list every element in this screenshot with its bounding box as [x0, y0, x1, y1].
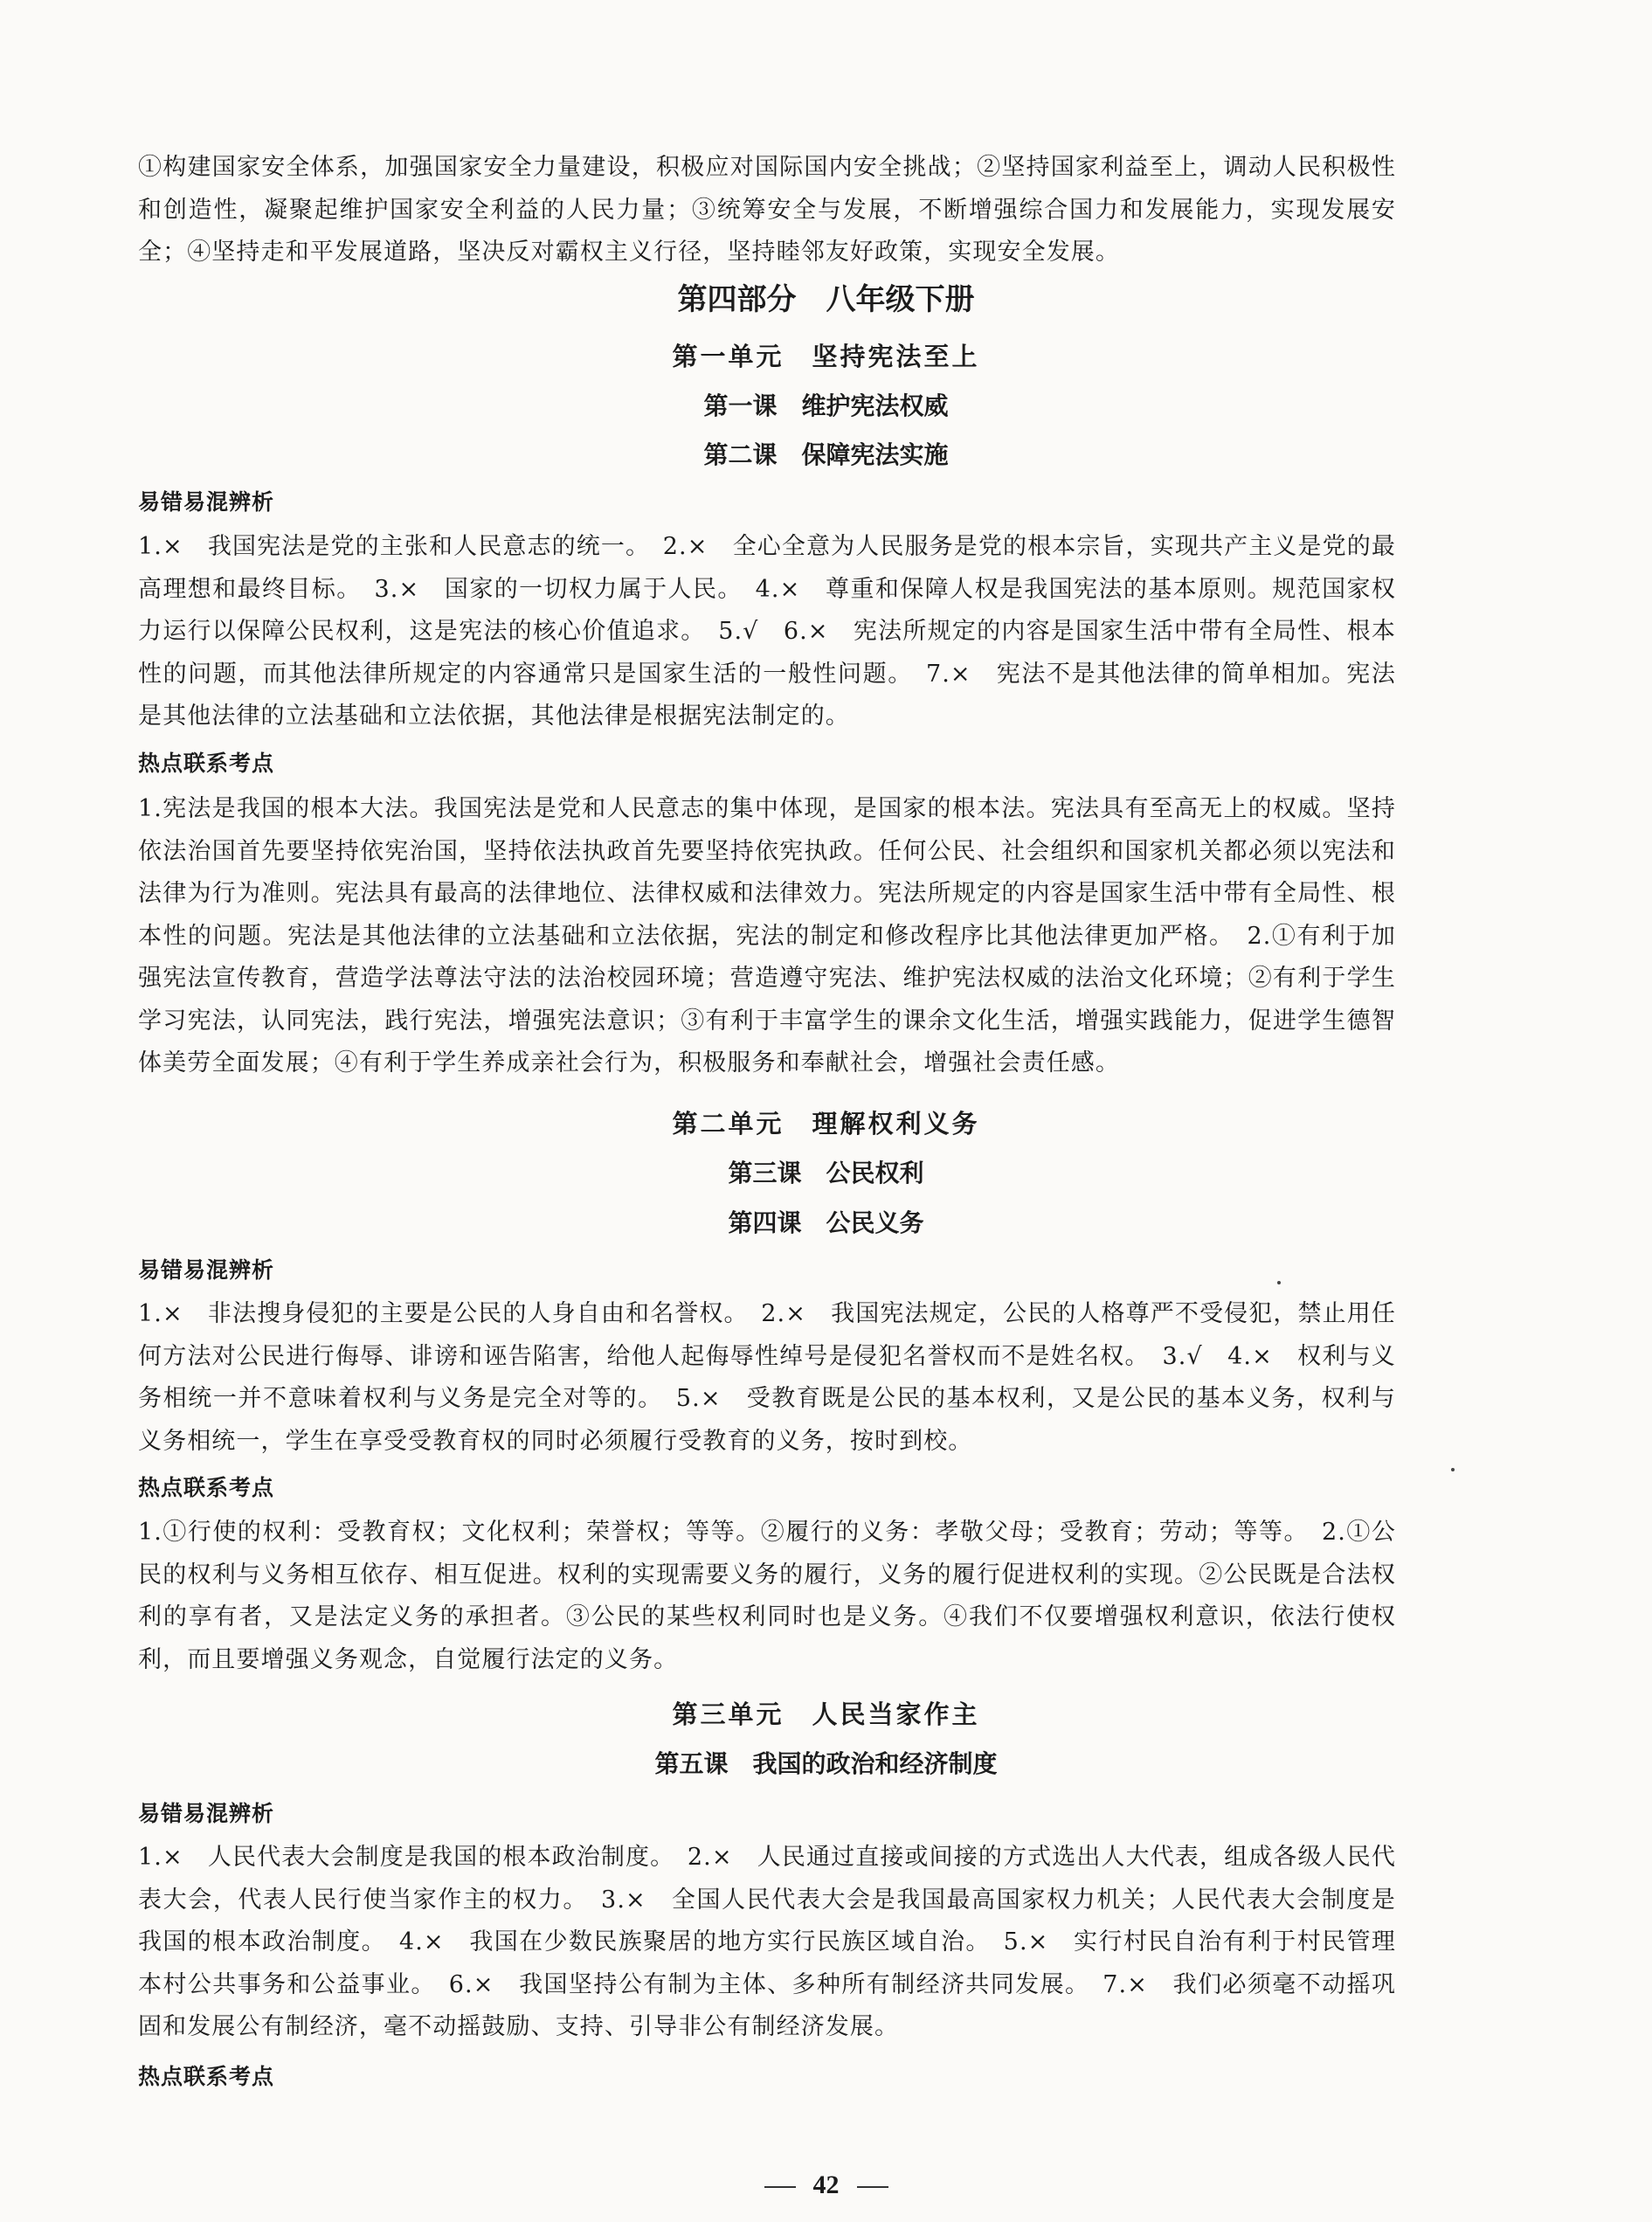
- lesson-3-title: 第三课 公民权利: [728, 1159, 924, 1187]
- unit-2-error-label: 易错易混辨析: [138, 1257, 275, 1283]
- unit-1-title: 第一单元 坚持宪法至上: [672, 342, 980, 371]
- part-title: 第四部分 八年级下册: [677, 282, 975, 317]
- footer-right-dash: [857, 2186, 888, 2188]
- intro-paragraph: ①构建国家安全体系，加强国家安全力量建设，积极应对国际国内安全挑战；②坚持国家利益至上，调动人民积极性和创造性，凝聚起维护国家安全利益的人民力量；③统筹安全与发展，不断增强综合国力和发展能力，实现发展安全；④坚持走和平发展道路，坚决反对霸权主义行径，坚持睦邻友好政策，实现安全发展。: [138, 154, 1396, 266]
- lesson-2-title: 第二课 保障宪法实施: [703, 440, 949, 469]
- unit-2-title: 第二单元 理解权利义务: [672, 1109, 980, 1139]
- unit-1-hot-text: 1.宪法是我国的根本大法。我国宪法是党和人民意志的集中体现，是国家的根本法。宪法具有至高无上的权威。坚持依法治国首先要坚持依宪治国，坚持依法执政首先要坚持依宪执政。任何公民、社会组织和国家机关都必须以宪法和法律为行为准则。宪法具有最高的法律地位、法律权威和法律效力。宪法所规定的内容是国家生活中带有全局性、根本性的问题。宪法是其他法律的立法基础和立法依据，宪法的制定和修改程序比其他法律更加严格。 2.①有利于加强宪法宣传教育，营造学法尊法守法的法治校园环境；营造遵守宪法、维护宪法权威的法治文化环境；②有利于学生学习宪法，认同宪法，践行宪法，增强宪法意识；③有利于丰富学生的课余文化生活，增强实践能力，促进学生德智体美劳全面发展；④有利于学生养成亲社会行为，积极服务和奉献社会，增强社会责任感。: [138, 795, 1396, 1076]
- page-footer: [0, 2170, 1652, 2200]
- unit-3-error-label: 易错易混辨析: [138, 1801, 275, 1826]
- unit-1-hot-label: 热点联系考点: [138, 751, 275, 776]
- unit-2-hot-label: 热点联系考点: [138, 1475, 275, 1500]
- footer-left-dash: [764, 2186, 796, 2188]
- page-number: 42: [812, 2170, 840, 2199]
- unit-3-hot-label: 热点联系考点: [138, 2064, 275, 2089]
- unit-3-error-text: 1.× 人民代表大会制度是我国的根本政治制度。 2.× 人民通过直接或间接的方式选出人大代表，组成各级人民代表大会，代表人民行使当家作主的权力。 3.× 全国人民代表大会是我国最高国家权力机关；人民代表大会制度是我国的根本政治制度。 4.× 我国在少数民族聚居的地方实行民族区域自治。 5.× 实行村民自治有利于村民管理本村公共事务和公益事业。 6.× 我国坚持公有制为主体、多种所有制经济共同发展。 7.× 我们必须毫不动摇巩固和发展公有制经济，毫不动摇鼓励、支持、引导非公有制经济发展。: [138, 1844, 1396, 2040]
- unit-1-error-text: 1.× 我国宪法是党的主张和人民意志的统一。 2.× 全心全意为人民服务是党的根本宗旨，实现共产主义是党的最高理想和最终目标。 3.× 国家的一切权力属于人民。 4.× 尊重和保障人权是我国宪法的基本原则。规范国家权力运行以保障公民权利，这是宪法的核心价值追求。 5.√ 6.× 宪法所规定的内容是国家生活中带有全局性、根本性的问题，而其他法律所规定的内容通常只是国家生活的一般性问题。 7.× 宪法不是其他法律的简单相加。宪法是其他法律的立法基础和立法依据，其他法律是根据宪法制定的。: [138, 533, 1396, 730]
- lesson-1-title: 第一课 维护宪法权威: [703, 391, 949, 420]
- unit-3-title: 第三单元 人民当家作主: [672, 1699, 980, 1729]
- unit-2-error-text: 1.× 非法搜身侵犯的主要是公民的人身自由和名誉权。 2.× 我国宪法规定，公民的人格尊严不受侵犯，禁止用任何方法对公民进行侮辱、诽谤和诬告陷害，给他人起侮辱性绰号是侵犯名誉权而不是姓名权。 3.√ 4.× 权利与义务相统一并不意味着权利与义务是完全对等的。 5.× 受教育既是公民的基本权利，又是公民的基本义务，权利与义务相统一，学生在享受受教育权的同时必须履行受教育的义务，按时到校。: [138, 1300, 1396, 1455]
- lesson-4-title: 第四课 公民义务: [728, 1208, 924, 1237]
- lesson-5-title: 第五课 我国的政治和经济制度: [654, 1749, 998, 1778]
- speck-mark: [1451, 1468, 1455, 1471]
- speck-mark: [1277, 1281, 1281, 1284]
- unit-1-error-label: 易错易混辨析: [138, 489, 275, 515]
- unit-2-hot-text: 1.①行使的权利：受教育权；文化权利；荣誉权；等等。②履行的义务：孝敬父母；受教育；劳动；等等。 2.①公民的权利与义务相互依存、相互促进。权利的实现需要义务的履行，义务的履行促进权利的实现。②公民既是合法权利的享有者，又是法定义务的承担者。③公民的某些权利同时也是义务。④我们不仅要增强权利意识，依法行使权利，而且要增强义务观念，自觉履行法定的义务。: [138, 1519, 1396, 1673]
